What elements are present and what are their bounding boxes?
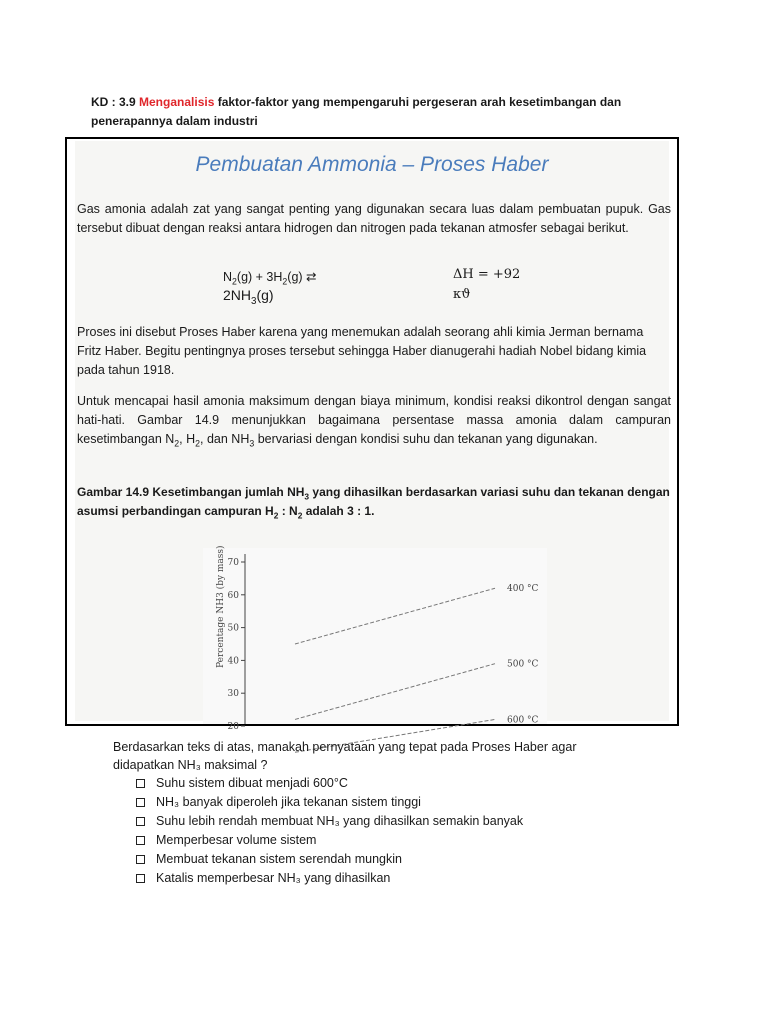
figure-caption: Gambar 14.9 Kesetimbangan jumlah $NH_3$ yang dihasilkan berdasarkan variasi suhu dan tekanan dengan asumsi perbandingan campuran $H_2$ : $N_2$ adalah 3 : 1. [77, 485, 670, 521]
kd-prefix: KD : 3.9 [91, 95, 140, 109]
checkbox[interactable] [136, 779, 145, 788]
kd-rest: faktor-faktor yang mempengaruhi pergeseran arah kesetimbangan dan penerapannya dalam industri [91, 95, 622, 128]
option-item[interactable]: Katalis memperbesar NH₃ yang dihasilkan [136, 869, 523, 888]
kd-highlight: Menganalisis [139, 95, 215, 109]
series-line [295, 664, 495, 720]
option-item[interactable]: Memperbesar volume sistem [136, 831, 523, 850]
kd-header [91, 93, 651, 131]
article-title: Pembuatan Ammonia – Proses Haber [195, 153, 549, 176]
equation-reaction: $N_2(g) + 3H_2(g)$ ⇄ $2NH_3(g)$ [223, 270, 317, 307]
paragraph-intro: Gas amonia adalah zat yang sangat penting yang digunakan secara luas dalam pembuatan pupuk. Gas tersebut dibuat dengan reaksi antara hidrogen dan nitrogen pada tekanan atmosfer sebagai berikut. [77, 202, 671, 235]
y-tick-label: 60 [227, 590, 239, 601]
series-line [295, 588, 495, 644]
checkbox[interactable] [136, 817, 145, 826]
y-tick-label: 70 [227, 558, 239, 568]
checkbox[interactable] [136, 855, 145, 864]
option-item[interactable]: Membuat tekanan sistem serendah mungkin [136, 850, 523, 869]
enthalpy-unit: κϑ [453, 287, 471, 302]
answer-options [136, 774, 523, 888]
series-label: 600 °C [507, 715, 539, 726]
y-tick-label: 40 [227, 656, 239, 667]
option-item[interactable]: Suhu lebih rendah membuat NH₃ yang dihasilkan semakin banyak [136, 812, 523, 831]
paragraph-haber: Proses ini disebut Proses Haber karena yang menemukan adalah seorang ahli kimia Jerman bernama Fritz Haber. Begitu pentingnya proses tersebut sehingga Haber dianugerahi hadiah Nobel bidang kimia pada tahun 1918. [77, 325, 647, 377]
paragraph-conditions: Untuk mencapai hasil amonia maksimum dengan biaya minimum, kondisi reaksi dikontrol dengan sangat hati-hati. Gambar 14.9 menunjukkan bagaimana persentase massa amonia dalam campuran kesetimbangan $N_2$, $H_2$, dan $NH_3$ bervariasi dengan kondisi suhu dan tekanan yang digunakan. [77, 394, 671, 449]
series-label: 400 °C [507, 584, 539, 595]
checkbox[interactable] [136, 798, 145, 807]
y-tick-label: 20 [227, 722, 239, 732]
y-tick-label: 30 [227, 689, 239, 700]
option-item[interactable]: Suhu sistem dibuat menjadi 600°C [136, 774, 523, 793]
delta-h: ΔH = +92 [453, 267, 521, 282]
article-inner [75, 141, 671, 732]
ammonia-chart [203, 545, 547, 732]
article-box [65, 137, 679, 732]
series-label: 500 °C [507, 659, 539, 670]
y-axis-label: Percentage NH3 (by mass) [216, 545, 226, 668]
equation-enthalpy [453, 265, 520, 305]
question-text: Berdasarkan teks di atas, manakah pernyataan yang tepat pada Proses Haber agar didapatkan NH₃ maksimal ? [113, 740, 577, 772]
checkbox[interactable] [136, 874, 145, 883]
chart-svg [203, 545, 547, 732]
y-tick-label: 50 [227, 623, 239, 634]
option-item[interactable]: NH₃ banyak diperoleh jika tekanan sistem tinggi [136, 793, 523, 812]
checkbox[interactable] [136, 836, 145, 845]
